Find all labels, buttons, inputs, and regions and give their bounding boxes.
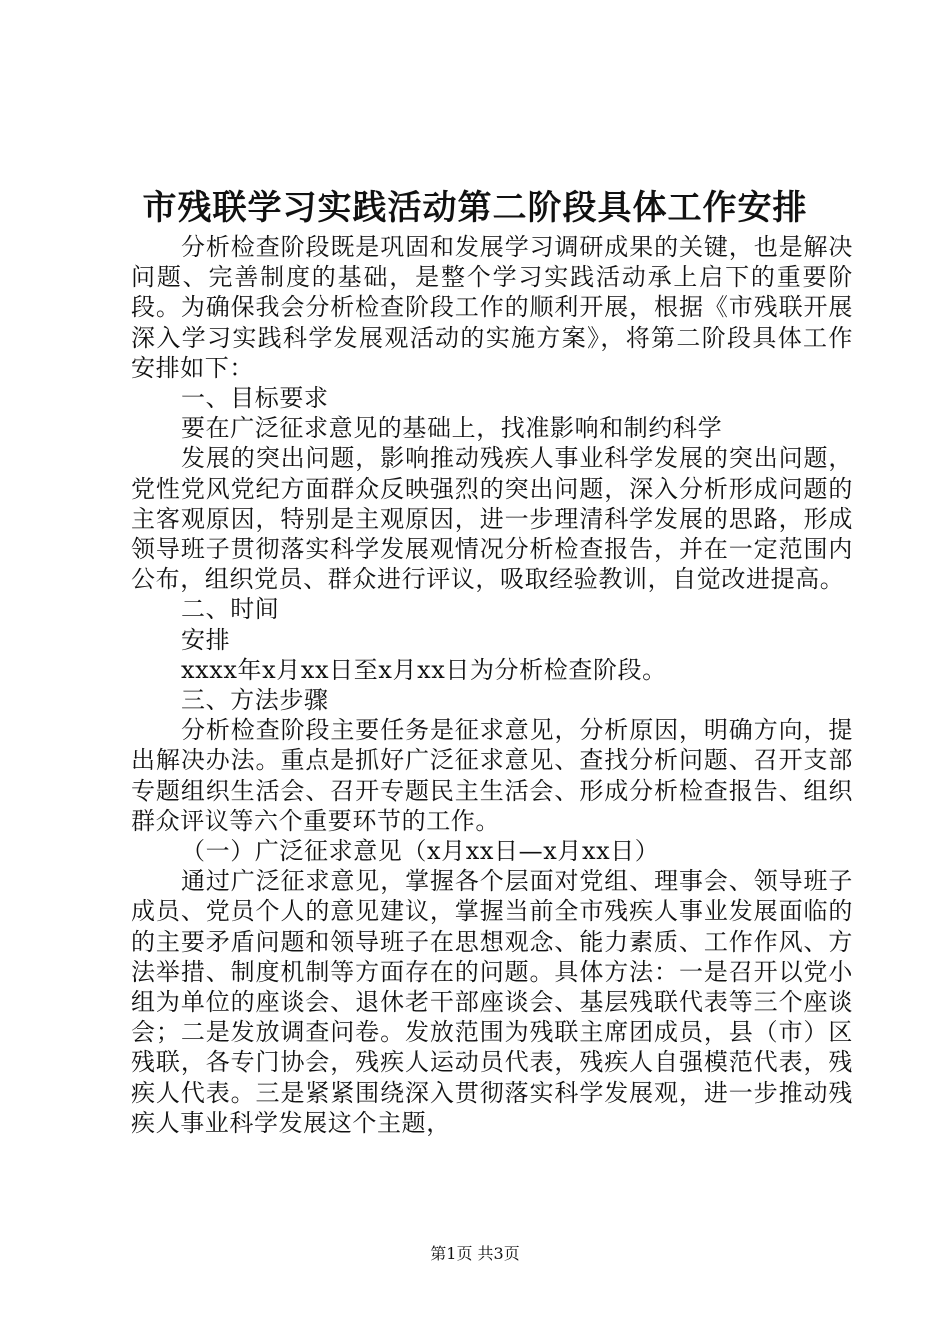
paragraph-methods: 分析检查阶段主要任务是征求意见，分析原因，明确方向，提出解决办法。重点是抓好广泛征求意见、查找分析问题、召开支部专题组织生活会、召开专题民主生活会、形成分析检查报告、组织群众评议等六个重要环节的工作。 bbox=[131, 716, 853, 835]
heading-time: 二、时间 bbox=[181, 595, 280, 624]
page-number: 第1页 共3页 bbox=[430, 1244, 520, 1263]
paragraph-goals: 发展的突出问题，影响推动残疾人事业科学发展的突出问题，党性党风党纪方面群众反映强烈的突出问题，深入分析形成问题的主客观原因，特别是主观原因，进一步理清科学发展的思路，形成领导班子贯彻落实科学发展观情况分析检查报告，并在一定范围内公布，组织党员、群众进行评议，吸取经验教训，自觉改进提高。 bbox=[131, 444, 853, 594]
heading-time-cont: 安排 bbox=[181, 625, 231, 654]
subheading-collect-opinions: （一）广泛征求意见（x月xx日—x月xx日） bbox=[181, 837, 660, 866]
paragraph-intro: 分析检查阶段既是巩固和发展学习调研成果的关键，也是解决问题、完善制度的基础，是整个学习实践活动承上启下的重要阶段。为确保我会分析检查阶段工作的顺利开展，根据《市残联开展深入学习实践科学发展观活动的实施方案》，将第二阶段具体工作安排如下： bbox=[131, 233, 853, 382]
paragraph-collect-opinions: 通过广泛征求意见，掌握各个层面对党组、理事会、领导班子成员、党员个人的意见建议，掌握当前全市残疾人事业发展面临的的主要矛盾问题和领导班子在思想观念、能力素质、工作作风、方法举措、制度机制等方面存在的问题。具体方法：一是召开以党小组为单位的座谈会、退休老干部座谈会、基层残联代表等三个座谈会；二是发放调查问卷。发放范围为残联主席团成员，县（市）区残联，各专门协会，残疾人运动员代表，残疾人自强模范代表，残疾人代表。三是紧紧围绕深入贯彻落实科学发展观，进一步推动残疾人事业科学发展这个主题， bbox=[131, 867, 853, 1137]
heading-goals: 一、目标要求 bbox=[181, 384, 329, 413]
document-body bbox=[131, 232, 853, 1138]
document-title: 市残联学习实践活动第二阶段具体工作安排 bbox=[142, 188, 808, 228]
heading-methods: 三、方法步骤 bbox=[181, 686, 329, 715]
paragraph-goals-lead: 要在广泛征求意见的基础上，找准影响和制约科学 bbox=[181, 414, 723, 443]
paragraph-time: xxxx年x月xx日至x月xx日为分析检查阶段。 bbox=[181, 655, 667, 684]
